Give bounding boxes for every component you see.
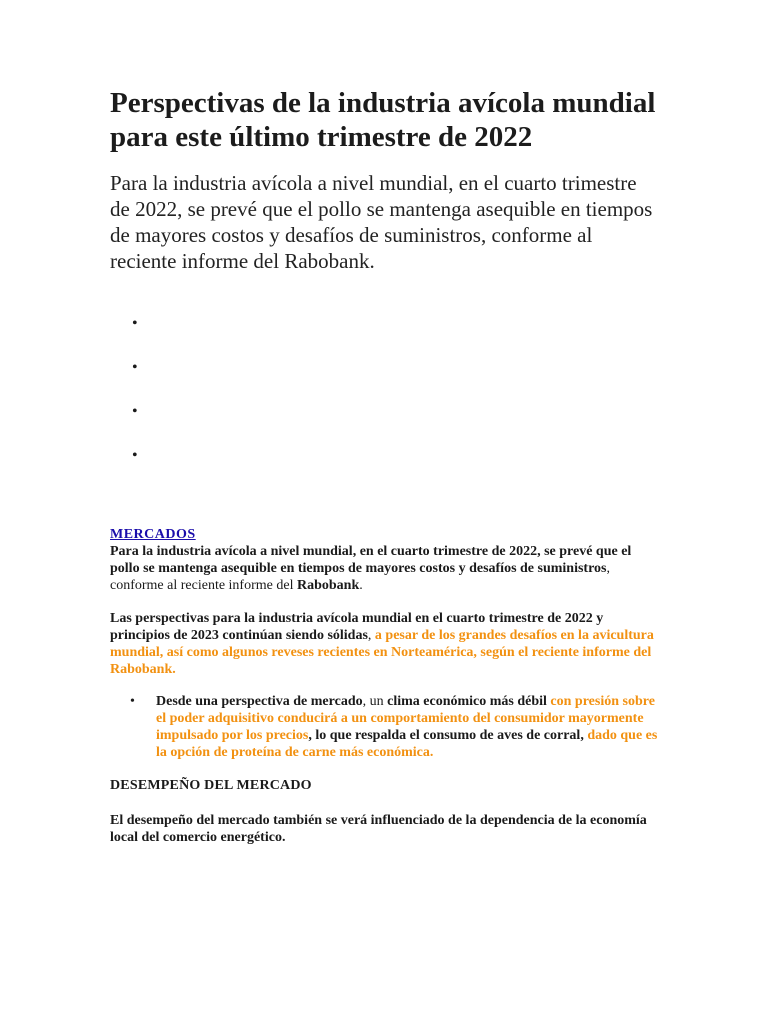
paragraph-1-end: . xyxy=(359,578,363,593)
bullet-icon: • xyxy=(132,315,138,332)
paragraph-2-sep: , xyxy=(367,628,375,643)
bullet-highlight-2: dado que es la opción de proteína de carne más económica. xyxy=(156,728,658,760)
bullet-text-1: , un xyxy=(362,694,388,709)
empty-bullet-list xyxy=(110,316,658,492)
bullet-icon: • xyxy=(132,359,138,376)
market-bullet-list xyxy=(110,693,658,761)
empty-list-item xyxy=(110,448,658,492)
article-title: Perspectivas de la industria avícola mundial para este último trimestre de 2022 xyxy=(110,87,656,153)
empty-list-item xyxy=(110,360,658,404)
empty-list-item xyxy=(110,316,658,360)
closing-paragraph: El desempeño del mercado también se verá influenciado de la dependencia de la economía local del comercio energético. xyxy=(110,813,647,845)
bullet-bold-3: , lo que respalda el consumo de aves de corral, xyxy=(308,728,584,743)
rabobank-text: Rabobank xyxy=(296,578,360,593)
bullet-icon: • xyxy=(130,694,135,709)
paragraph-1 xyxy=(110,543,658,594)
paragraph-2-bold: Las perspectivas para la industria avícola mundial en el cuarto trimestre de 2022 y principios de 2023 continúan siendo sólidas xyxy=(110,611,604,643)
paragraph-2 xyxy=(110,610,658,678)
paragraph-1-text: , conforme al reciente informe del xyxy=(110,561,611,593)
list-item xyxy=(110,693,658,761)
article-lead: Para la industria avícola a nivel mundial, en el cuarto trimestre de 2022, se prevé que el pollo se mantenga asequible en tiempos de mayores costos y desafíos de suministros, conforme al reciente informe del Rabobank. xyxy=(110,171,653,273)
bullet-bold-1: Desde una perspectiva de mercado xyxy=(156,694,363,709)
paragraph-2-highlight: a pesar de los grandes desafíos en la avicultura mundial, así como algunos reveses recientes en Norteamérica, según el reciente informe del Rabobank. xyxy=(110,628,654,677)
section-heading-desempeno: DESEMPEÑO DEL MERCADO xyxy=(110,778,312,793)
bullet-icon: • xyxy=(132,447,138,464)
article-body xyxy=(110,86,658,846)
bullet-icon: • xyxy=(132,403,138,420)
mercados-link[interactable]: MERCADOS xyxy=(110,527,196,542)
bullet-bold-2: clima económico más débil xyxy=(387,694,547,709)
empty-list-item xyxy=(110,404,658,448)
bullet-highlight-1: con presión sobre el poder adquisitivo conducirá a un comportamiento del consumidor mayormente impulsado por los precios xyxy=(156,694,655,743)
paragraph-1-bold: Para la industria avícola a nivel mundial, en el cuarto trimestre de 2022, se prevé que el pollo se mantenga asequible en tiempos de mayores costos y desafíos de suministros xyxy=(110,544,632,576)
